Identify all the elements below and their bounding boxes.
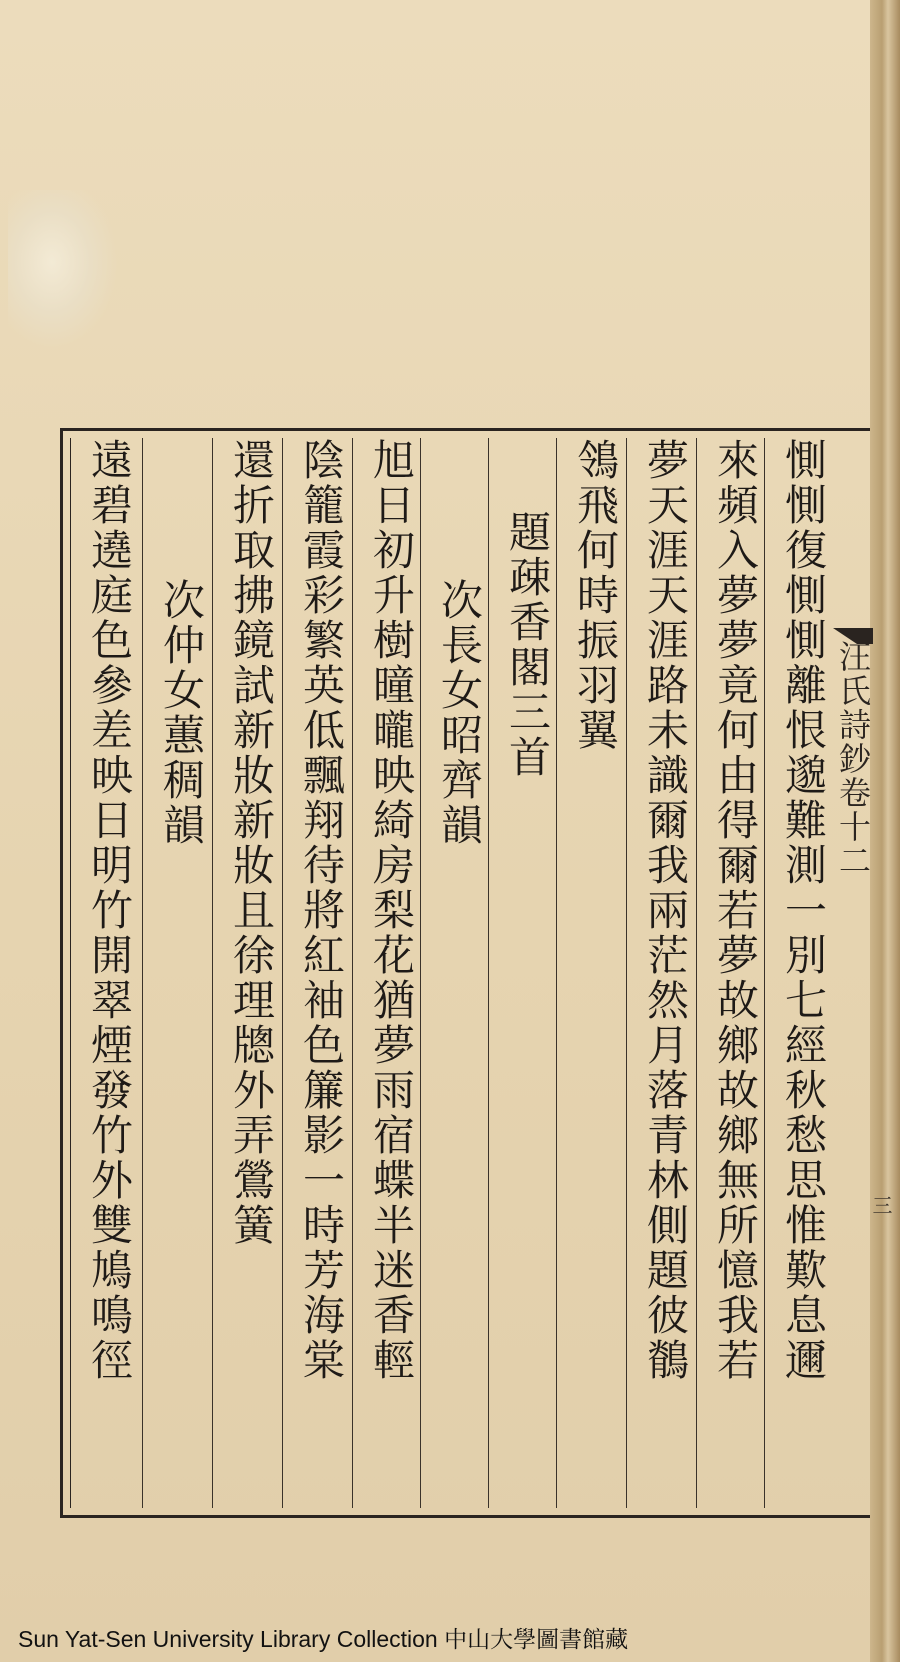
paper-damage	[8, 190, 118, 350]
text-column: 鴒飛何時振羽翼	[571, 438, 620, 753]
page-number: 三	[869, 1195, 893, 1215]
text-column: 來頻入夢夢竟何由得爾若夢故鄉故鄉無所憶我若	[711, 438, 760, 1383]
column-rule	[764, 438, 765, 1508]
poem-subtitle: 次仲女蕙稠韻	[157, 578, 206, 848]
column-rule	[626, 438, 627, 1508]
library-credit: Sun Yat-Sen University Library Collection 中山大學圖書館藏	[18, 1626, 629, 1652]
column-rule	[212, 438, 213, 1508]
column-rule	[420, 438, 421, 1508]
column-rule	[488, 438, 489, 1508]
poem-subtitle: 次長女昭齊韻	[435, 578, 484, 848]
text-column: 惻惻復惻惻離恨邈難測一別七經秋愁思惟歎息邇	[779, 438, 828, 1383]
text-column: 陰籠霞彩繁英低飄翔待將紅袖色簾影一時芳海棠	[297, 438, 346, 1383]
column-rule	[142, 438, 143, 1508]
column-rule	[556, 438, 557, 1508]
column-rule	[696, 438, 697, 1508]
column-rule	[352, 438, 353, 1508]
text-column: 還折取拂鏡試新妝新妝且徐理牕外弄鶯簧	[227, 438, 276, 1248]
text-column: 夢天涯天涯路未識爾我兩茫然月落青林側題彼鶺	[641, 438, 690, 1383]
margin-title: 汪氏詩鈔卷十二	[834, 640, 872, 878]
poem-title: 題疎香閣三首	[503, 510, 552, 780]
text-column: 旭日初升樹曈曨映綺房梨花猶夢雨宿蝶半迷香輕	[367, 438, 416, 1383]
column-rule	[282, 438, 283, 1508]
text-column: 遠碧遶庭色參差映日明竹開翠煙發竹外雙鳩鳴徑	[85, 438, 134, 1383]
